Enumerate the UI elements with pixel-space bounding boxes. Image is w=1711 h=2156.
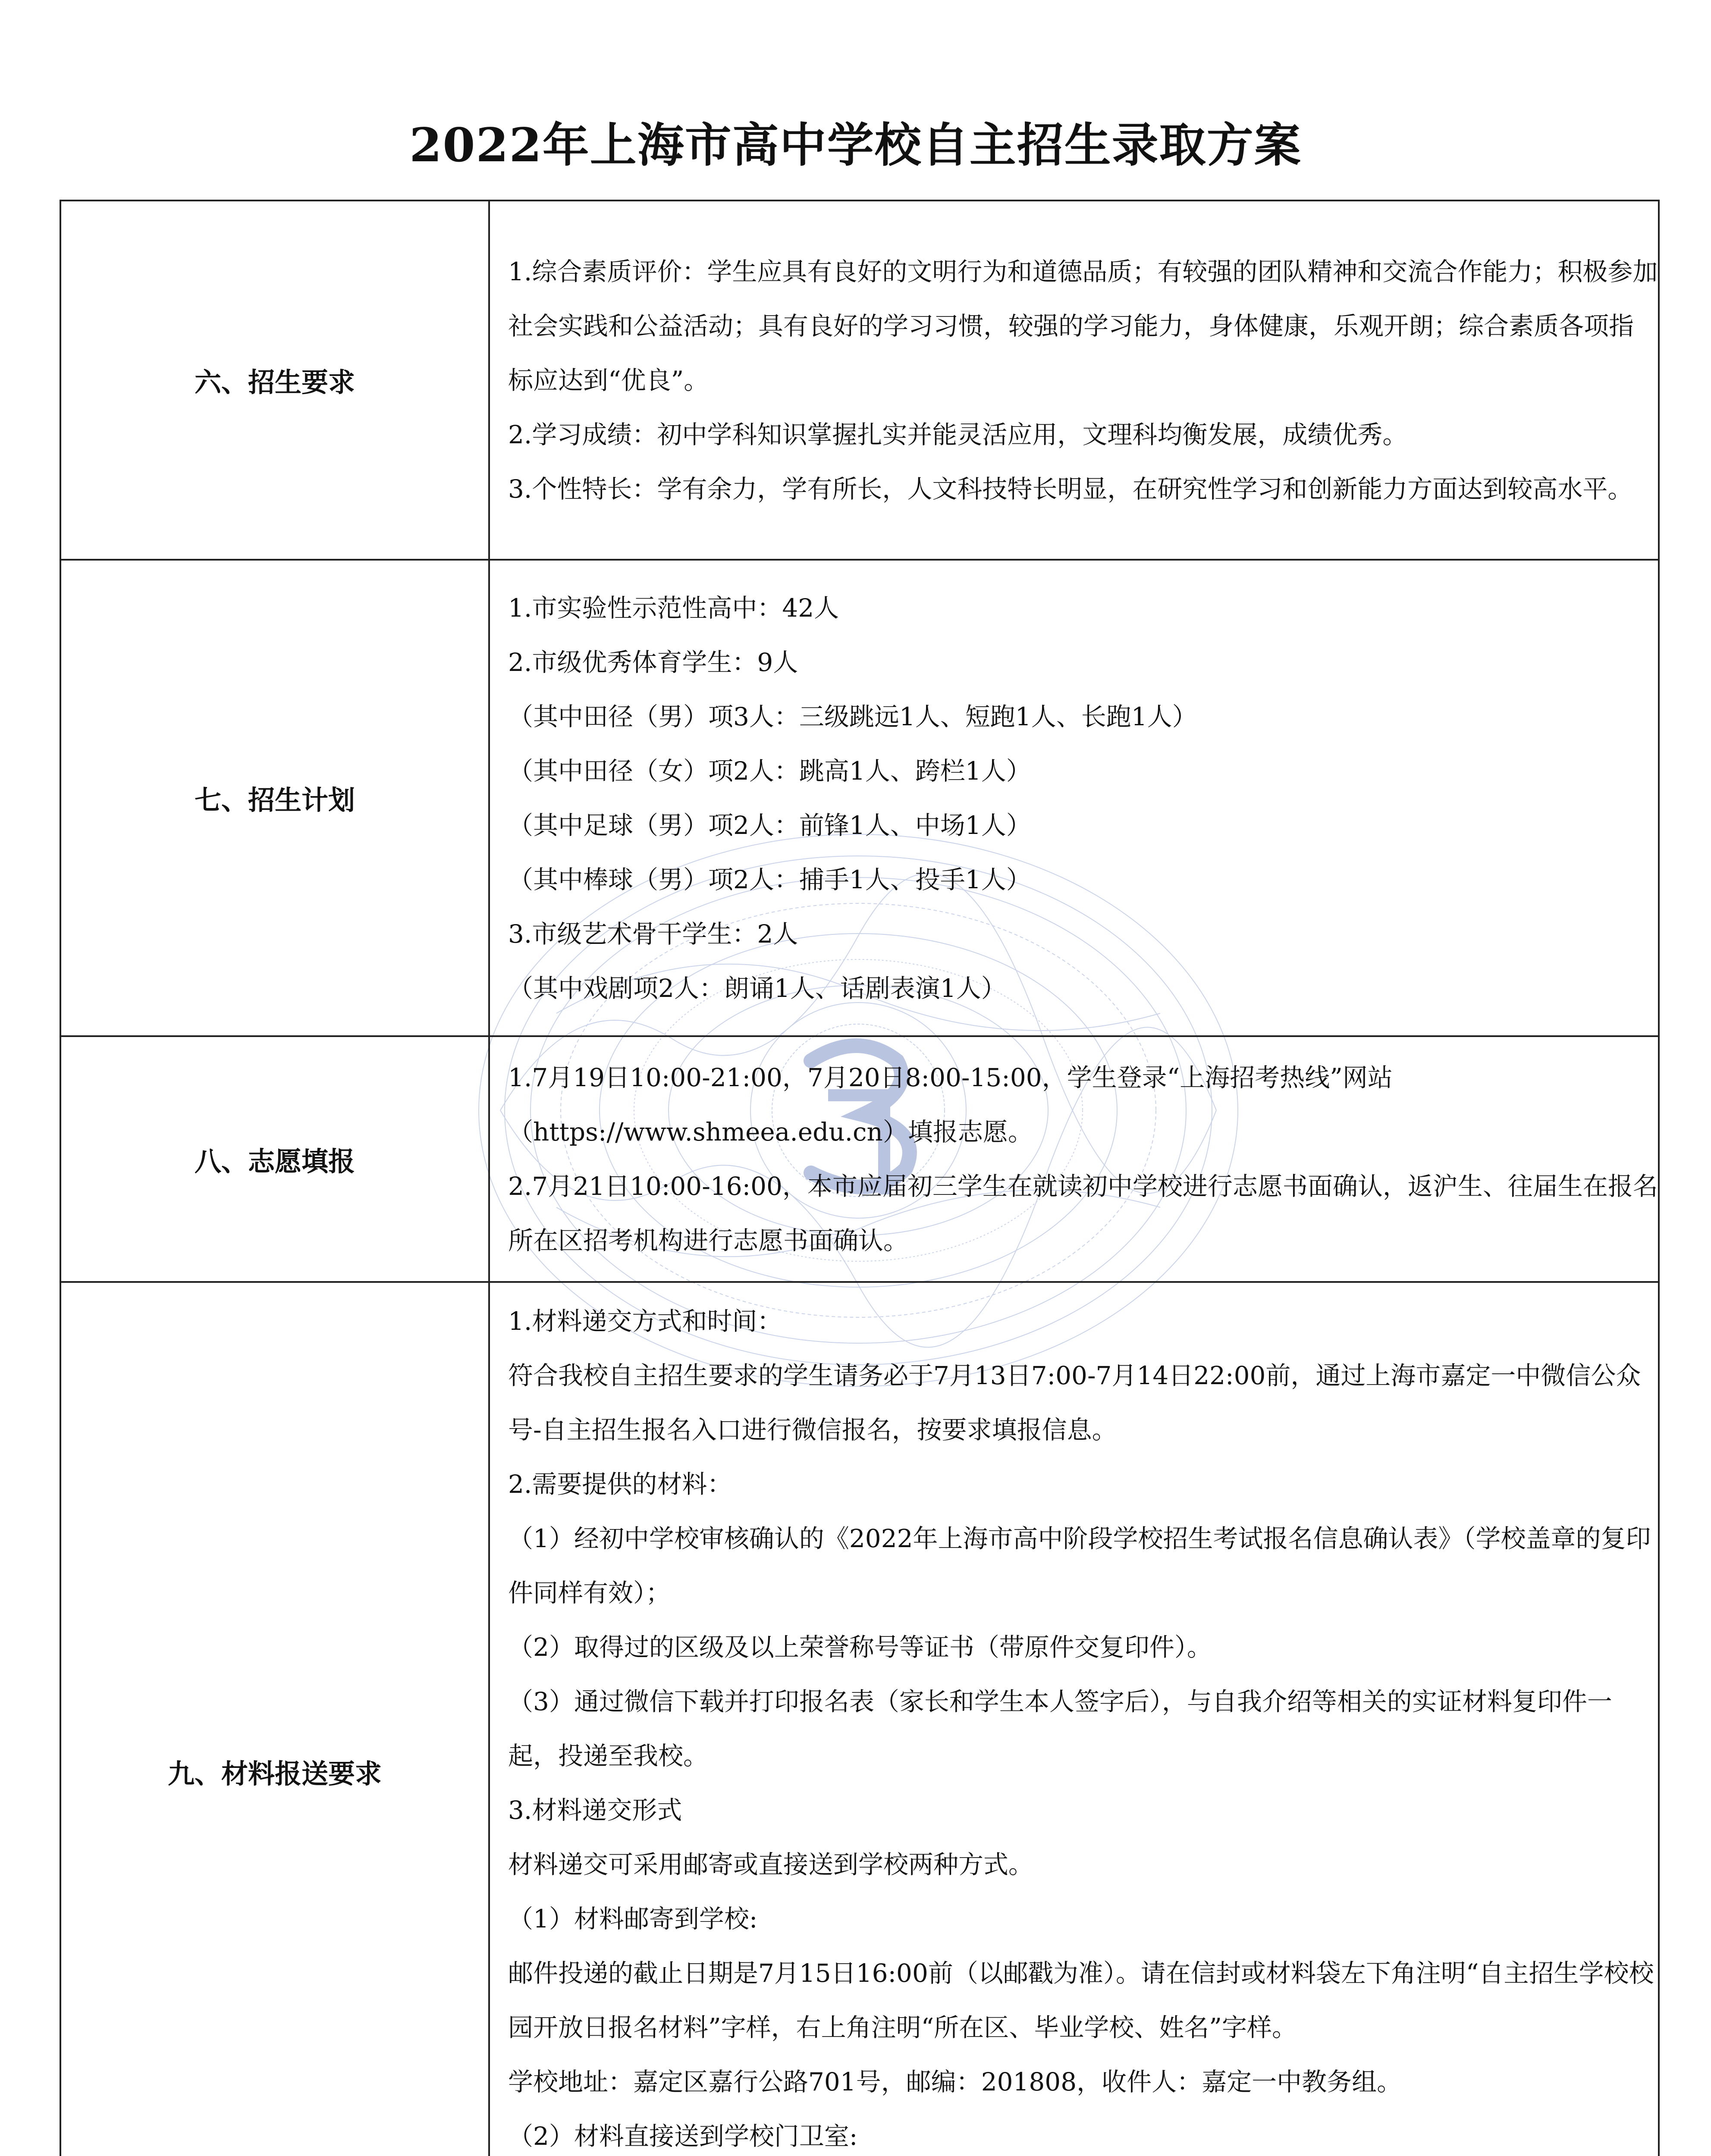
- content-line: （2）材料直接送到学校门卫室:: [508, 2122, 858, 2151]
- document-title: 2022年上海市高中学校自主招生录取方案: [409, 118, 1302, 172]
- section-label: 七、招生计划: [60, 560, 489, 1036]
- content-line: 学校地址：嘉定区嘉行公路701号，邮编：201808，收件人：嘉定一中教务组。: [508, 2067, 1402, 2096]
- content-line: 2.7月21日10:00-16:00，本市应届初三学生在就读初中学校进行志愿书面确认，返沪生、往届生在报名所在区招考机构进行志愿书面确认。: [508, 1172, 1658, 1255]
- content-line: 2.需要提供的材料：: [508, 1470, 732, 1499]
- section-content: [489, 201, 1659, 560]
- content-line: 邮件投递的截止日期是7月15日16:00前（以邮戳为准）。请在信封或材料袋左下角注明“自主招生学校校园开放日报名材料”字样，右上角注明“所在区、毕业学校、姓名”字样。: [508, 1959, 1654, 2042]
- content-line: 1.综合素质评价：学生应具有良好的文明行为和道德品质；有较强的团队精神和交流合作能力；积极参加社会实践和公益活动；具有良好的学习习惯，较强的学习能力，身体健康，乐观开朗；综合素质各项指标应达到“优良”。: [508, 257, 1658, 395]
- section-content: [489, 1282, 1659, 2156]
- content-line: （1）经初中学校审核确认的《2022年上海市高中阶段学校招生考试报名信息确认表》（学校盖章的复印件同样有效）；: [508, 1524, 1651, 1608]
- content-line: （其中戏剧项2人：朗诵1人、话剧表演1人）: [508, 973, 1006, 1003]
- section-content: [489, 1036, 1659, 1282]
- section-content: [489, 560, 1659, 1036]
- content-line: （其中田径（男）项3人：三级跳远1人、短跑1人、长跑1人）: [508, 702, 1197, 731]
- content-line: 1.7月19日10:00-21:00，7月20日8:00-15:00，学生登录“上海招考热线”网站（https://www.shmeea.edu.cn）填报志愿。: [508, 1063, 1393, 1147]
- section-label: 九、材料报送要求: [60, 1282, 489, 2156]
- content-line: （其中棒球（男）项2人：捕手1人、投手1人）: [508, 865, 1031, 894]
- section-row: [60, 201, 1659, 560]
- section-row: [60, 1036, 1659, 1282]
- section-row: [60, 1282, 1659, 2156]
- content-line: 1.市实验性示范性高中：42人: [508, 593, 839, 623]
- section-label: 六、招生要求: [60, 201, 489, 560]
- admission-plan-table: [60, 200, 1660, 2156]
- content-line: 2.学习成绩：初中学科知识掌握扎实并能灵活应用，文理科均衡发展，成绩优秀。: [508, 420, 1408, 449]
- content-line: 3.材料递交形式: [508, 1796, 682, 1825]
- section-row: [60, 560, 1659, 1036]
- content-line: （1）材料邮寄到学校:: [508, 1904, 758, 1934]
- content-line: （3）通过微信下载并打印报名表（家长和学生本人签字后），与自我介绍等相关的实证材料复印件一起，投递至我校。: [508, 1687, 1612, 1771]
- content-line: 3.个性特长：学有余力，学有所长，人文科技特长明显，在研究性学习和创新能力方面达到较高水平。: [508, 474, 1633, 504]
- content-line: （2）取得过的区级及以上荣誉称号等证书（带原件交复印件）。: [508, 1633, 1212, 1662]
- content-line: 符合我校自主招生要求的学生请务必于7月13日7:00-7月14日22:00前，通过上海市嘉定一中微信公众号-自主招生报名入口进行微信报名，按要求填报信息。: [508, 1361, 1641, 1445]
- content-line: 3.市级艺术骨干学生：2人: [508, 919, 798, 949]
- content-line: （其中田径（女）项2人：跳高1人、跨栏1人）: [508, 756, 1031, 786]
- content-line: 1.材料递交方式和时间：: [508, 1307, 782, 1336]
- content-line: 2.市级优秀体育学生：9人: [508, 647, 798, 677]
- content-line: 材料递交可采用邮寄或直接送到学校两种方式。: [508, 1850, 1034, 1879]
- section-label: 八、志愿填报: [60, 1036, 489, 1282]
- content-line: （其中足球（男）项2人：前锋1人、中场1人）: [508, 810, 1031, 840]
